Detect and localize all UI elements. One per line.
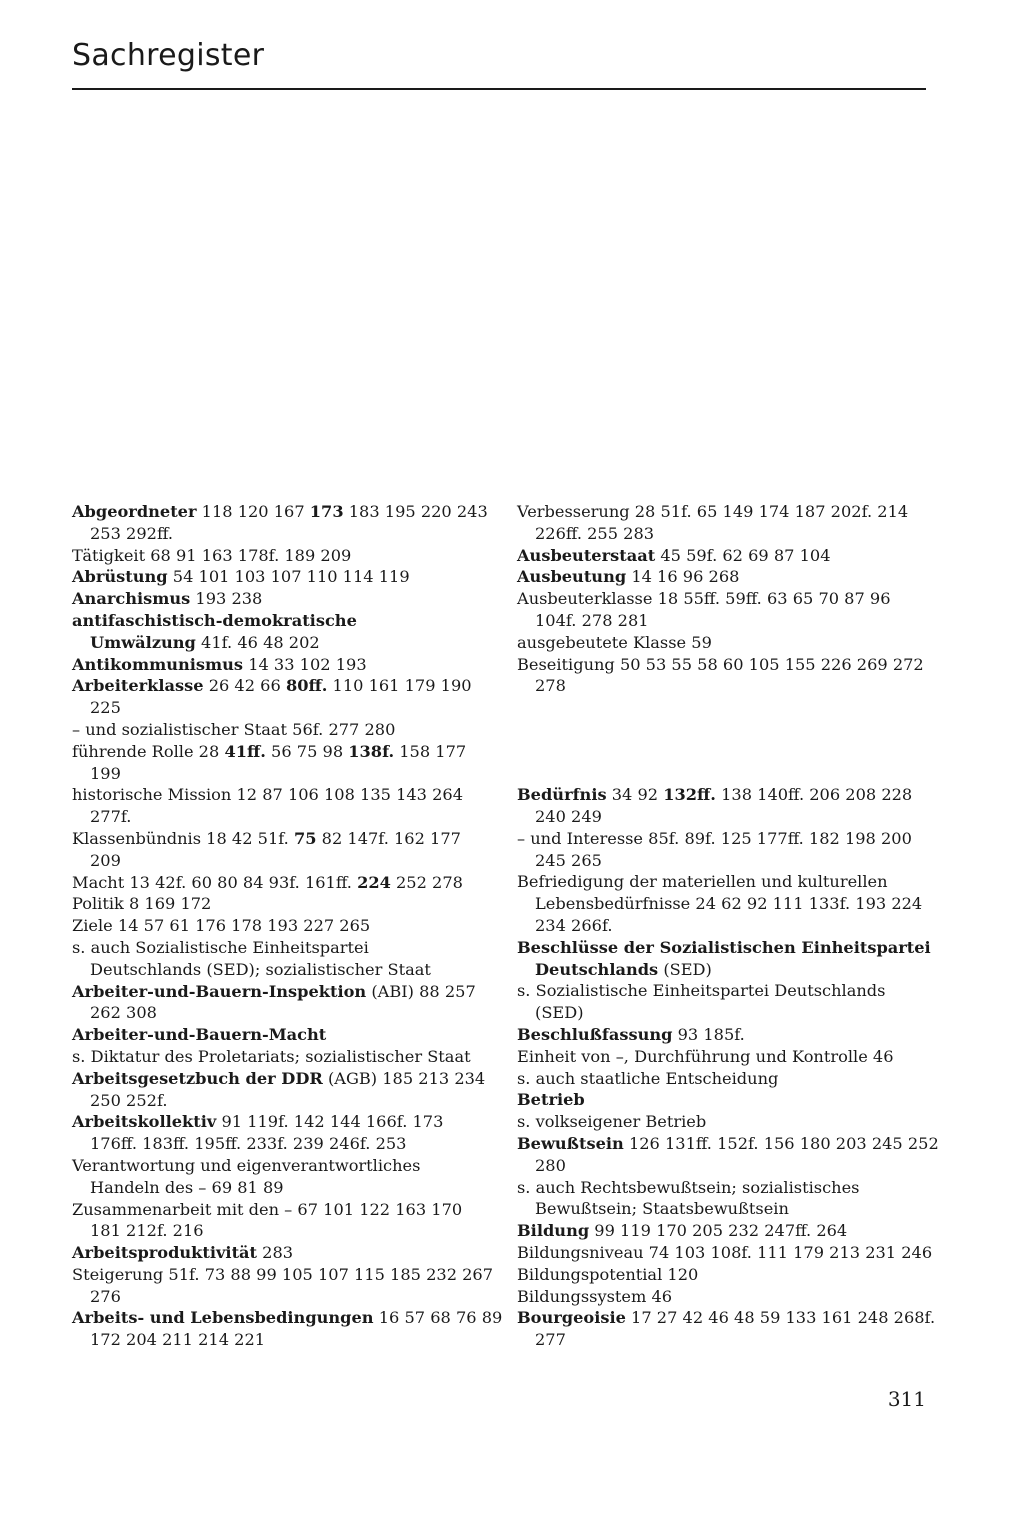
- index-text: s. volkseigener Betrieb: [517, 1112, 707, 1132]
- index-text: Bildungspotential 120: [517, 1264, 699, 1284]
- index-entry: [72, 654, 482, 676]
- index-text: Ziele 14 57 61 176 178 193 227 265: [72, 916, 371, 936]
- index-term: Bourgeoisie: [517, 1308, 626, 1328]
- index-entry: [72, 675, 482, 697]
- index-entry: [72, 545, 482, 567]
- index-entry: [72, 1155, 482, 1177]
- index-term: Beschlußfassung: [517, 1024, 673, 1044]
- index-entry-continuation: [72, 850, 482, 872]
- index-entry: [72, 915, 482, 937]
- index-entry: [517, 1133, 939, 1155]
- index-term: Arbeiterklasse: [72, 676, 204, 696]
- index-text: 277: [535, 1330, 566, 1350]
- index-text: 56 75 98: [265, 741, 349, 761]
- index-text: 41f. 46 48 202: [195, 632, 320, 652]
- index-entry: [517, 1046, 927, 1068]
- index-text: 99 119 170 205 232 247ff. 264: [589, 1221, 848, 1241]
- index-entry-continuation: [72, 1286, 482, 1308]
- index-term: Bedürfnis: [517, 785, 607, 805]
- index-term: 138f.: [348, 741, 395, 761]
- index-entry: [517, 1024, 927, 1046]
- index-entry-continuation: [517, 1002, 927, 1024]
- index-text: 104f. 278 281: [535, 610, 649, 630]
- index-text: Handeln des – 69 81 89: [90, 1177, 284, 1197]
- index-text: 209: [90, 850, 121, 870]
- index-entry: [517, 1242, 933, 1264]
- index-entry: [517, 1220, 927, 1242]
- index-entry-continuation: [517, 610, 927, 632]
- index-entry-continuation: [72, 1177, 482, 1199]
- index-entry: [72, 501, 488, 523]
- index-entry-continuation: [72, 959, 482, 981]
- index-text: s. auch Sozialistische Einheitspartei: [72, 937, 369, 957]
- index-entry: [72, 588, 482, 610]
- index-entry: [72, 1046, 482, 1068]
- index-text: 16 57 68 76 89: [373, 1308, 503, 1328]
- index-entry: [517, 1068, 927, 1090]
- index-term: Betrieb: [517, 1090, 585, 1110]
- index-term: Arbeitsgesetzbuch der DDR: [72, 1068, 323, 1088]
- index-text: Steigerung 51f. 73 88 99 105 107 115 185 232 267: [72, 1264, 494, 1284]
- index-entry: [72, 872, 482, 894]
- index-column-right: [517, 501, 939, 1351]
- index-text: 138 140ff. 206 208 228: [715, 785, 913, 805]
- index-entry: [72, 828, 482, 850]
- index-text: 277f.: [90, 807, 132, 827]
- index-text: (SED): [658, 959, 712, 979]
- index-term: Bildung: [517, 1221, 590, 1241]
- index-term: Abgeordneter: [72, 502, 197, 521]
- index-text: 183 195 220 243: [343, 502, 488, 521]
- index-entry: [72, 566, 482, 588]
- index-term: Arbeitskollektiv: [72, 1112, 217, 1132]
- index-term: Bewußtsein: [517, 1133, 624, 1153]
- index-text: s. Sozialistische Einheitspartei Deutschlands: [517, 981, 886, 1001]
- index-text: 17 27 42 46 48 59 133 161 248 268f.: [625, 1308, 936, 1328]
- index-text: 110 161 179 190: [327, 676, 472, 696]
- index-text: s. auch Rechtsbewußtsein; sozialistisches: [517, 1177, 860, 1197]
- index-text: 26 42 66: [203, 676, 286, 696]
- index-term: Arbeiter-und-Bauern-Macht: [72, 1025, 327, 1045]
- index-text: ausgebeutete Klasse 59: [517, 632, 712, 652]
- index-text: s. auch staatliche Entscheidung: [517, 1068, 779, 1088]
- index-text: 34 92: [606, 785, 664, 805]
- index-term: Abrüstung: [72, 567, 168, 587]
- index-text: 278: [535, 676, 566, 696]
- index-text: 126 131ff. 152f. 156 180 203 245 252: [623, 1133, 939, 1153]
- title-rule: [72, 88, 926, 90]
- index-text: 234 266f.: [535, 915, 613, 935]
- index-text: 181 212f. 216: [90, 1221, 204, 1241]
- index-text: Verbesserung 28 51f. 65 149 174 187 202f. 214: [517, 502, 909, 521]
- index-text: 250 252f.: [90, 1090, 168, 1110]
- index-entry: [72, 1024, 482, 1046]
- index-term: 75: [293, 828, 317, 848]
- index-entry: [517, 828, 927, 850]
- index-group-b: [517, 784, 939, 1351]
- index-column-left: [72, 501, 503, 1351]
- index-term: 224: [357, 872, 391, 892]
- index-entry: [517, 1307, 936, 1329]
- index-term: Ausbeuterstaat: [517, 545, 656, 565]
- index-text: Lebensbedürfnisse 24 62 92 111 133f. 193 224: [535, 894, 923, 914]
- index-term: 132ff.: [663, 785, 716, 805]
- index-entry-continuation: [72, 1329, 482, 1351]
- index-text: 262 308: [90, 1003, 157, 1023]
- index-entry-continuation: [517, 1155, 927, 1177]
- index-text: 253 292ff.: [90, 523, 174, 543]
- index-term: antifaschistisch-demokratische: [72, 610, 357, 630]
- index-entry: [517, 501, 927, 523]
- index-text: Zusammenarbeit mit den – 67 101 122 163 170: [72, 1199, 463, 1219]
- index-entry-continuation: [72, 523, 482, 545]
- index-term: Arbeits- und Lebensbedingungen: [72, 1308, 374, 1328]
- index-term: Deutschlands: [535, 959, 659, 979]
- index-text: 93 185f.: [672, 1024, 745, 1044]
- index-entry: [517, 1111, 927, 1133]
- index-entry: [517, 545, 927, 567]
- index-text: Befriedigung der materiellen und kulturellen: [517, 872, 888, 892]
- index-text: führende Rolle 28: [72, 741, 225, 761]
- index-entry: [517, 871, 927, 893]
- index-text: 276: [90, 1286, 121, 1306]
- index-text: Verantwortung und eigenverantwortliches: [72, 1155, 421, 1175]
- index-entry: [517, 566, 927, 588]
- index-entry-continuation: [517, 1329, 927, 1351]
- index-term: Umwälzung: [90, 632, 196, 652]
- index-entry: [517, 588, 927, 610]
- index-entry: [72, 937, 482, 959]
- index-term: Anarchismus: [72, 589, 191, 609]
- index-text: Politik 8 169 172: [72, 894, 212, 914]
- index-text: Ausbeuterklasse 18 55ff. 59ff. 63 65 70 87 96: [517, 589, 891, 609]
- index-term: 173: [309, 502, 344, 521]
- index-entry-continuation: [72, 697, 482, 719]
- index-group-a-end: [517, 501, 927, 697]
- index-entry-continuation: [517, 806, 927, 828]
- index-entry-continuation: [72, 806, 482, 828]
- index-entry: [72, 1242, 482, 1264]
- index-term: 41ff.: [224, 741, 266, 761]
- page-title: Sachregister: [72, 38, 265, 73]
- index-text: 176ff. 183ff. 195ff. 233f. 239 246f. 253: [90, 1134, 407, 1154]
- index-entry-continuation: [517, 893, 927, 915]
- index-entry: [517, 654, 927, 676]
- index-text: 14 16 96 268: [626, 567, 740, 587]
- index-text: Klassenbündnis 18 42 51f.: [72, 828, 294, 848]
- index-entry-continuation: [72, 632, 482, 654]
- index-entry: [72, 1068, 486, 1090]
- page-number: 311: [887, 1387, 926, 1411]
- index-term: Beschlüsse der Sozialistischen Einheitspartei: [517, 937, 931, 957]
- index-entry: [72, 741, 482, 763]
- index-text: 14 33 102 193: [243, 654, 367, 674]
- index-text: 245 265: [535, 850, 602, 870]
- index-entry: [517, 980, 927, 1002]
- index-entry-continuation: [517, 1198, 927, 1220]
- index-entry: [72, 719, 482, 741]
- index-entry-continuation: [72, 1090, 482, 1112]
- index-text: 240 249: [535, 806, 602, 826]
- index-entry: [72, 981, 482, 1003]
- index-term: Antikommunismus: [72, 654, 244, 674]
- index-entry-continuation: [72, 1133, 482, 1155]
- index-entry-continuation: [517, 850, 927, 872]
- index-entry: [517, 632, 927, 654]
- index-entry: [72, 1199, 482, 1221]
- index-text: 45 59f. 62 69 87 104: [655, 545, 831, 565]
- index-entry: [72, 893, 482, 915]
- index-text: 199: [90, 763, 121, 783]
- index-entry-continuation: [72, 763, 482, 785]
- index-text: Beseitigung 50 53 55 58 60 105 155 226 269 272: [517, 654, 924, 674]
- index-text: Deutschlands (SED); sozialistischer Staat: [90, 959, 431, 979]
- index-text: s. Diktatur des Proletariats; sozialistischer Staat: [72, 1046, 471, 1066]
- index-term: Ausbeutung: [517, 567, 627, 587]
- index-entry: [517, 1264, 927, 1286]
- index-text: 193 238: [190, 589, 263, 609]
- index-text: (ABI) 88 257: [366, 981, 476, 1001]
- index-entry-continuation: [517, 959, 927, 981]
- index-text: 172 204 211 214 221: [90, 1330, 266, 1350]
- index-term: Arbeiter-und-Bauern-Inspektion: [72, 981, 367, 1001]
- index-text: Bewußtsein; Staatsbewußtsein: [535, 1199, 789, 1219]
- index-text: – und sozialistischer Staat 56f. 277 280: [72, 719, 396, 739]
- index-entry: [517, 1177, 927, 1199]
- index-text: 118 120 167: [196, 502, 310, 521]
- index-entry: [72, 1111, 482, 1133]
- index-entry: [72, 1307, 503, 1329]
- index-entry-continuation: [72, 1220, 482, 1242]
- index-term: 80ff.: [285, 676, 328, 696]
- index-text: Macht 13 42f. 60 80 84 93f. 161ff.: [72, 872, 358, 892]
- index-text: 252 278: [390, 872, 463, 892]
- index-entry: [517, 784, 927, 806]
- index-entry: [72, 610, 482, 632]
- index-text: – und Interesse 85f. 89f. 125 177ff. 182 198 200: [517, 828, 912, 848]
- index-text: 91 119f. 142 144 166f. 173: [216, 1112, 444, 1132]
- index-entry: [72, 784, 482, 806]
- index-text: 158 177: [394, 741, 467, 761]
- index-entry: [517, 1089, 927, 1111]
- index-text: 54 101 103 107 110 114 119: [167, 567, 410, 587]
- index-entry: [72, 1264, 494, 1286]
- index-text: 226ff. 255 283: [535, 523, 655, 543]
- index-entry: [517, 1286, 927, 1308]
- index-term: Arbeitsproduktivität: [72, 1243, 258, 1263]
- index-text: Bildungssystem 46: [517, 1286, 673, 1306]
- index-text: 280: [535, 1155, 566, 1175]
- index-entry: [517, 937, 931, 959]
- index-text: Einheit von –, Durchführung und Kontrolle 46: [517, 1046, 894, 1066]
- index-entry-continuation: [72, 1002, 482, 1024]
- index-text: Bildungsniveau 74 103 108f. 111 179 213 231 246: [517, 1242, 933, 1262]
- index-text: (SED): [535, 1003, 584, 1023]
- index-text: 283: [257, 1243, 294, 1263]
- section-gap: [517, 697, 927, 784]
- index-text: (AGB) 185 213 234: [322, 1068, 486, 1088]
- index-text: historische Mission 12 87 106 108 135 143 264: [72, 785, 464, 805]
- index-text: 225: [90, 698, 121, 718]
- index-text: 82 147f. 162 177: [316, 828, 461, 848]
- index-entry-continuation: [517, 915, 927, 937]
- index-entry-continuation: [517, 523, 927, 545]
- index-text: Tätigkeit 68 91 163 178f. 189 209: [72, 545, 352, 565]
- index-entry-continuation: [517, 675, 927, 697]
